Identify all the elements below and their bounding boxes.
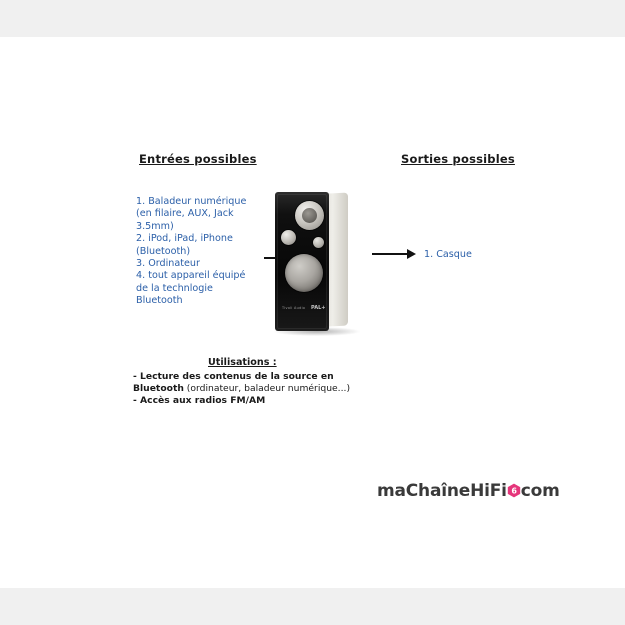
list-item bbox=[133, 395, 393, 407]
device-brand-label: Tivoli Audio bbox=[282, 306, 306, 310]
speaker-icon bbox=[285, 254, 323, 292]
logo-text-suffix: com bbox=[520, 481, 560, 501]
list-item: 3.5mm) bbox=[136, 220, 174, 232]
list-item: 1. Baladeur numérique bbox=[136, 196, 247, 207]
list-item bbox=[133, 383, 393, 395]
inputs-list bbox=[136, 196, 261, 308]
usages-list bbox=[133, 371, 393, 408]
usage-line-bold: - Accès aux radios FM/AM bbox=[133, 395, 266, 407]
usages-title: Utilisations : bbox=[208, 357, 277, 368]
top-letterbox-band bbox=[0, 0, 625, 37]
radio-device-image bbox=[272, 191, 362, 338]
list-item: de la technlogie bbox=[136, 282, 213, 294]
tuning-knob-icon bbox=[295, 201, 324, 230]
volume-knob-icon bbox=[281, 230, 296, 245]
list-item: (Bluetooth) bbox=[136, 245, 191, 257]
heading-inputs: Entrées possibles bbox=[139, 152, 257, 166]
logo-text-primary: maChaîneHiFi bbox=[377, 481, 507, 501]
svg-text:6: 6 bbox=[511, 486, 517, 496]
list-item bbox=[133, 371, 393, 383]
usage-line-bold: - Lecture des contenus de la source en bbox=[133, 371, 334, 382]
output-item: 1. Casque bbox=[424, 249, 472, 260]
arrow-output-icon bbox=[372, 248, 416, 260]
usage-line-normal: (ordinateur, baladeur numérique...) bbox=[183, 383, 351, 395]
bottom-letterbox-band bbox=[0, 588, 625, 625]
heading-outputs: Sorties possibles bbox=[401, 152, 515, 166]
list-item: (en filaire, AUX, Jack bbox=[136, 208, 234, 220]
list-item: 3. Ordinateur bbox=[136, 258, 200, 270]
list-item: Bluetooth bbox=[136, 295, 183, 307]
usage-line-bold: Bluetooth bbox=[133, 383, 184, 395]
diagram-canvas bbox=[0, 37, 625, 588]
list-item: 2. iPod, iPad, iPhone bbox=[136, 233, 233, 245]
site-logo[interactable] bbox=[377, 481, 560, 501]
hexagon-icon bbox=[507, 483, 521, 498]
device-model-label: PAL+ bbox=[311, 305, 326, 311]
selector-knob-icon bbox=[313, 237, 324, 248]
list-item: 4. tout appareil équipé bbox=[136, 270, 246, 282]
